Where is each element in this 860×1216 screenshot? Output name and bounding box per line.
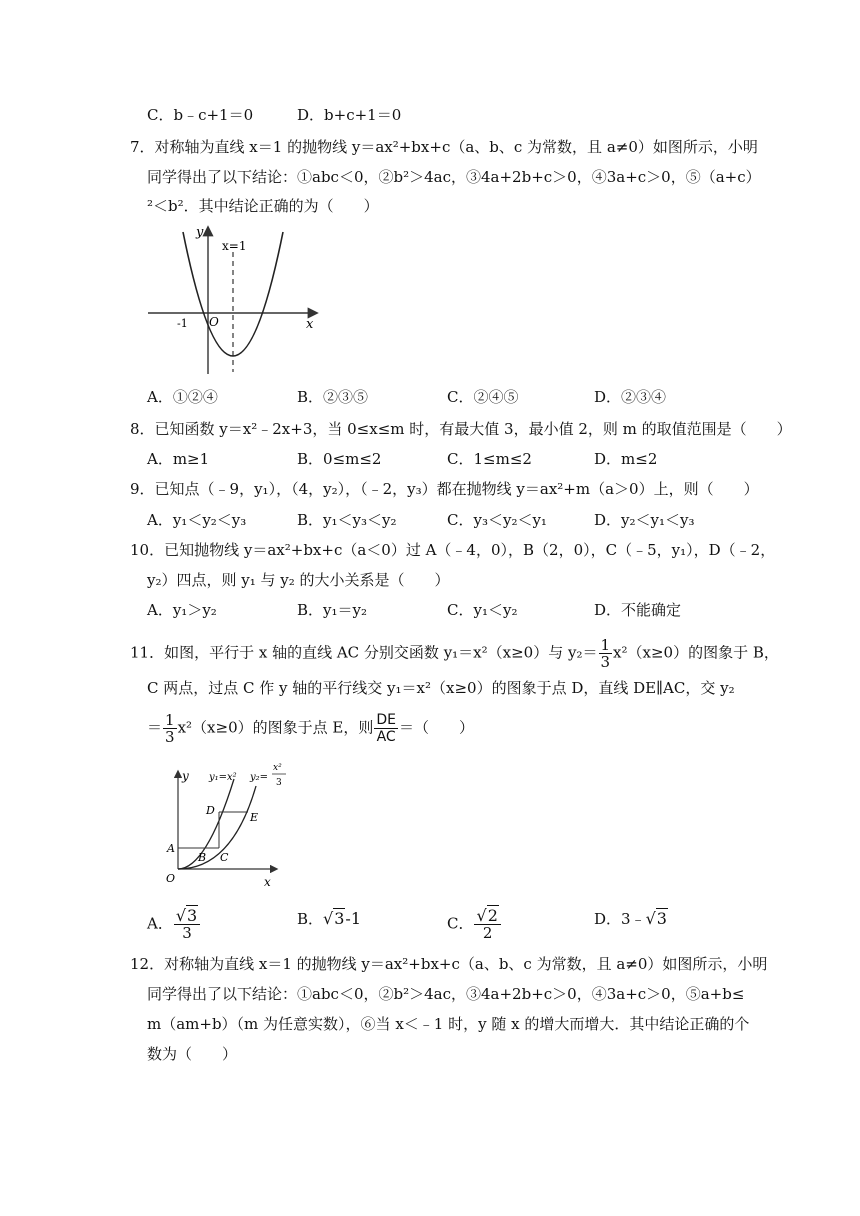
q9-option-b: B．y₁＜y₃＜y₂ xyxy=(297,511,397,529)
q11-stem-line3b: x²（x≥0）的图象于点 E，则 xyxy=(177,718,374,737)
q11-point-d: D xyxy=(206,804,215,817)
q11-point-c: C xyxy=(220,851,229,864)
q10-option-a: A．y₁＞y₂ xyxy=(147,601,217,619)
q12-stem-line2: 同学得出了以下结论：①abc＜0，②b²＞4ac，③4a+2b+c＞0，④3a+c＞0，⑤a+b≤ xyxy=(147,985,745,1003)
q11-option-d-sqrt: √3 xyxy=(645,909,667,928)
q11-option-c-value xyxy=(474,908,500,941)
q11-frac2-num: 1 xyxy=(165,711,175,729)
q8-option-a: A．m≥1 xyxy=(147,450,210,468)
q12-stem-line1: 12．对称轴为直线 x＝1 的抛物线 y＝ax²+bx+c（a、b、c 为常数，且 a≠0）如图所示，小明 xyxy=(130,955,768,973)
q9-option-d: D．y₂＜y₁＜y₃ xyxy=(594,511,695,529)
q8-option-d: D．m≤2 xyxy=(594,450,658,468)
q11-option-b xyxy=(297,908,361,930)
q10-option-d: D．不能确定 xyxy=(594,601,682,619)
q11-y2-den: 3 xyxy=(276,778,282,788)
q11-stem-line1 xyxy=(130,637,779,670)
q11-stem-line1b: x²（x≥0）的图象于 B， xyxy=(613,643,779,662)
q7-axis-label: x=1 xyxy=(222,239,247,253)
q6-option-c: C．b﹣c+1＝0 xyxy=(147,106,254,124)
q11-stem-line1a: 11．如图，平行于 x 轴的直线 AC 分别交函数 y₁＝x²（x≥0）与 y₂＝ xyxy=(130,643,598,662)
q11-option-a-den: 3 xyxy=(182,924,192,942)
q11-figure xyxy=(162,758,292,893)
q11-y2-label: y₂= xyxy=(250,772,269,783)
q11-option-a xyxy=(147,908,201,941)
q11-point-b: B xyxy=(198,851,207,864)
q7-option-b: B．②③⑤ xyxy=(297,388,369,406)
q11-option-c xyxy=(447,908,502,941)
q11-stem-line2: C 两点，过点 C 作 y 轴的平行线交 y₁＝x²（x≥0）的图象于点 D，直线 DE∥AC，交 y₂ xyxy=(147,679,735,697)
q7-y-label: y xyxy=(196,225,204,240)
q7-x-label: x xyxy=(306,317,314,332)
q11-frac2-den: 3 xyxy=(165,728,175,746)
q11-stem-line3a: ＝ xyxy=(147,718,163,737)
q11-y-label: y xyxy=(182,769,189,783)
q12-stem-line3: m（am+b）（m 为任意实数），⑥当 x＜﹣1 时，y 随 x 的增大而增大．其中结论正确的个 xyxy=(147,1015,750,1033)
q11-ratio-de-ac xyxy=(374,712,398,745)
q7-neg-one-label: -1 xyxy=(177,317,188,330)
q10-option-b: B．y₁＝y₂ xyxy=(297,601,367,619)
q11-y1-label: y₁=x² xyxy=(209,772,237,783)
q7-option-c: C．②④⑤ xyxy=(447,388,519,406)
q11-frac-den: 3 xyxy=(600,653,611,671)
q11-option-a-value xyxy=(174,908,200,941)
q9-option-a: A．y₁＜y₂＜y₃ xyxy=(147,511,247,529)
q11-frac-num: 1 xyxy=(600,636,611,654)
q11-option-b-rad: 3 xyxy=(334,909,345,928)
q11-option-c-num: √2 xyxy=(474,908,500,925)
q11-point-e: E xyxy=(250,811,259,824)
q11-option-b-rest: -1 xyxy=(345,909,362,928)
q11-origin-label: O xyxy=(166,872,176,885)
q11-x-label: x xyxy=(264,875,271,889)
q11-option-b-prefix: B． xyxy=(297,910,324,928)
q11-option-c-prefix: C． xyxy=(447,914,474,933)
q7-stem-line1: 7．对称轴为直线 x＝1 的抛物线 y＝ax²+bx+c（a、b、c 为常数，且 a≠0）如图所示，小明 xyxy=(130,138,758,156)
q7-stem-line2: 同学得出了以下结论：①abc＜0，②b²＞4ac，③4a+2b+c＞0，④3a+c＞0，⑤（a+c） xyxy=(147,168,761,186)
q7-parabola-figure xyxy=(146,222,326,377)
q11-option-d-rad: 3 xyxy=(656,909,667,928)
q11-y2-num: x² xyxy=(273,763,282,773)
q11-option-c-den: 2 xyxy=(482,924,493,942)
q11-option-a-num: √3 xyxy=(174,908,200,925)
q11-option-d-prefix: D．3﹣ xyxy=(594,910,646,928)
q11-point-a: A xyxy=(167,842,175,855)
q11-stem-line3c: ＝（ ） xyxy=(398,718,474,737)
q7-stem-line3: ²＜b²．其中结论正确的为（ ） xyxy=(147,197,379,215)
q7-origin-label: O xyxy=(209,315,219,329)
q10-stem-line1: 10．已知抛物线 y＝ax²+bx+c（a＜0）过 A（﹣4，0），B（2，0），C（﹣5，y₁），D（﹣2， xyxy=(130,541,776,559)
q11-option-d xyxy=(594,908,668,930)
q11-curve-y2 xyxy=(178,786,259,869)
q8-option-b: B．0≤m≤2 xyxy=(297,450,382,468)
q11-option-b-sqrt: √3 xyxy=(323,909,345,928)
q11-ratio-num: DE xyxy=(376,712,396,728)
q11-fraction-one-third xyxy=(599,637,613,670)
q10-option-c: C．y₁＜y₂ xyxy=(447,601,518,619)
q11-option-c-rad: 2 xyxy=(487,906,498,925)
q8-stem-line1: 8．已知函数 y＝x²﹣2x+3，当 0≤x≤m 时，有最大值 3，最小值 2，则 m 的取值范围是（ ） xyxy=(130,420,792,438)
q9-option-c: C．y₃＜y₂＜y₁ xyxy=(447,511,547,529)
q10-stem-line2: y₂）四点，则 y₁ 与 y₂ 的大小关系是（ ） xyxy=(147,571,450,589)
q11-option-a-rad: 3 xyxy=(187,906,198,925)
q11-option-a-prefix: A． xyxy=(147,914,173,933)
q6-option-d: D．b+c+1＝0 xyxy=(297,106,402,124)
q11-fraction-one-third-2 xyxy=(163,712,177,745)
q9-stem-line1: 9．已知点（﹣9，y₁），（4，y₂），（﹣2，y₃）都在抛物线 y＝ax²+m（a＞0）上，则（ ） xyxy=(130,480,759,498)
q7-option-d: D．②③④ xyxy=(594,388,667,406)
q8-option-c: C．1≤m≤2 xyxy=(447,450,532,468)
q11-stem-line3 xyxy=(147,712,474,745)
q11-ratio-den: AC xyxy=(376,729,396,745)
q12-stem-line4: 数为（ ） xyxy=(147,1045,238,1063)
q7-option-a: A．①②④ xyxy=(147,388,218,406)
